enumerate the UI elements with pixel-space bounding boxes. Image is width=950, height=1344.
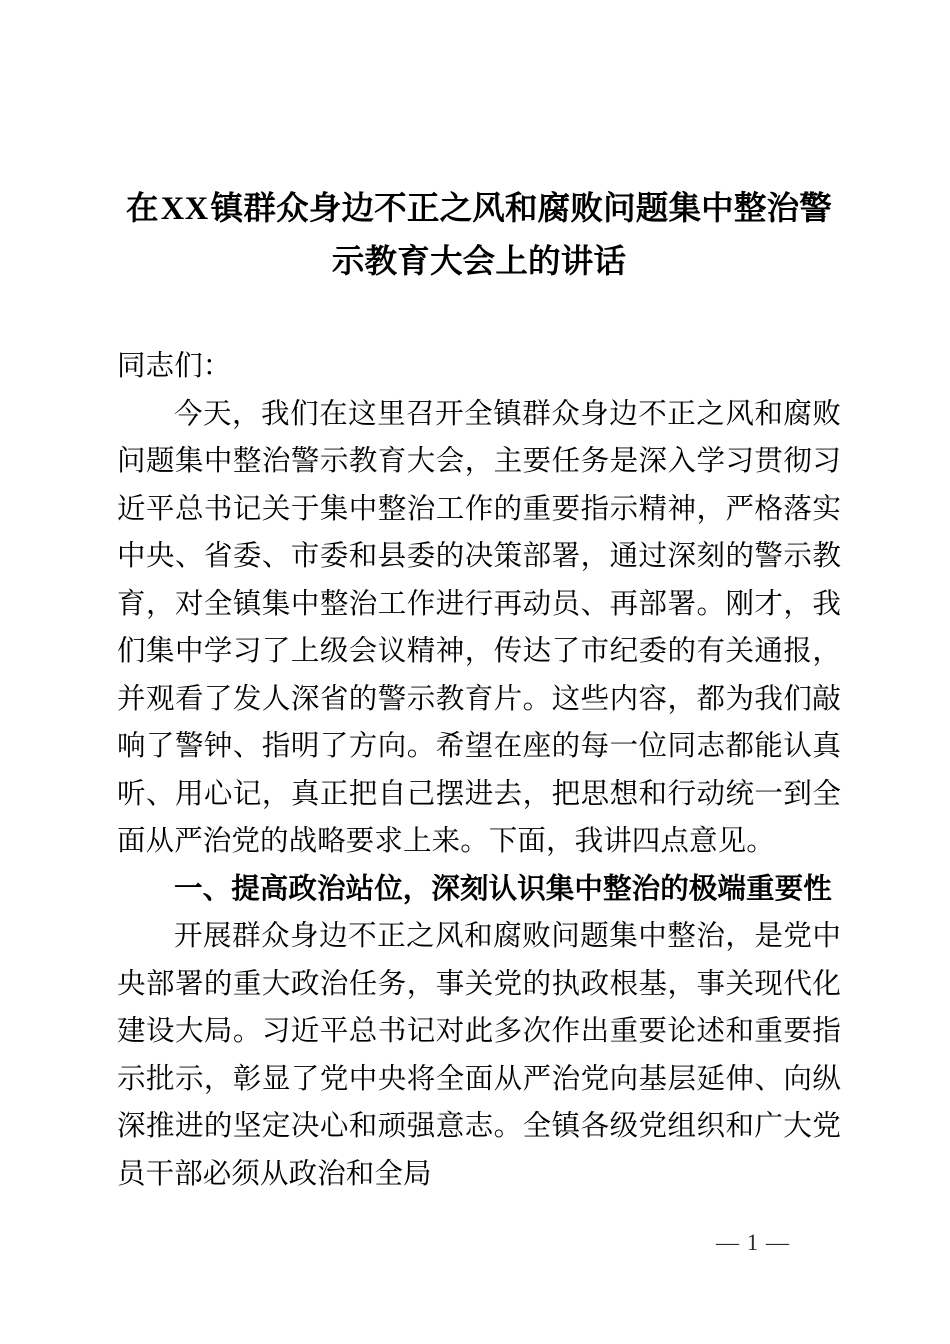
page-title <box>117 0 841 287</box>
section-heading-one: 一、提高政治站位，深刻认识集中整治的极端重要性 <box>174 872 832 905</box>
section-one-paragraph: 开展群众身边不正之风和腐败问题集中整治，是党中央部署的重大政治任务，事关党的执政根基，事关现代化建设大局。习近平总书记对此多次作出重要论述和重要指示批示，彰显了党中央将全面从严治党向基层延伸、向纵深推进的坚定决心和顽强意志。全镇各级党组织和广大党员干部必须从政治和全局 <box>117 920 841 1190</box>
page-title-placeholder-xx: XX <box>160 191 209 227</box>
page-title-part-1: 在 <box>126 190 159 226</box>
intro-paragraph: 今天，我们在这里召开全镇群众身边不正之风和腐败问题集中整治警示教育大会，主要任务是深入学习贯彻习近平总书记关于集中整治工作的重要指示精神，严格落实中央、省委、市委和县委的决策部署，通过深刻的警示教育，对全镇集中整治工作进行再动员、再部署。刚才，我们集中学习了上级会议精神，传达了市纪委的有关通报，并观看了发人深省的警示教育片。这些内容，都为我们敲响了警钟、指明了方向。希望在座的每一位同志都能认真听、用心记，真正把自己摆进去，把思想和行动统一到全面从严治党的战略要求上来。下面，我讲四点意见。 <box>117 397 841 857</box>
page-title-part-2: 镇群众身边不正之风和腐败问题集中整治警示教育大会上的讲话 <box>210 190 832 279</box>
page-number-footer: — 1 — <box>716 1230 790 1255</box>
salutation: 同志们： <box>117 350 232 382</box>
document-content-column <box>117 0 841 1198</box>
